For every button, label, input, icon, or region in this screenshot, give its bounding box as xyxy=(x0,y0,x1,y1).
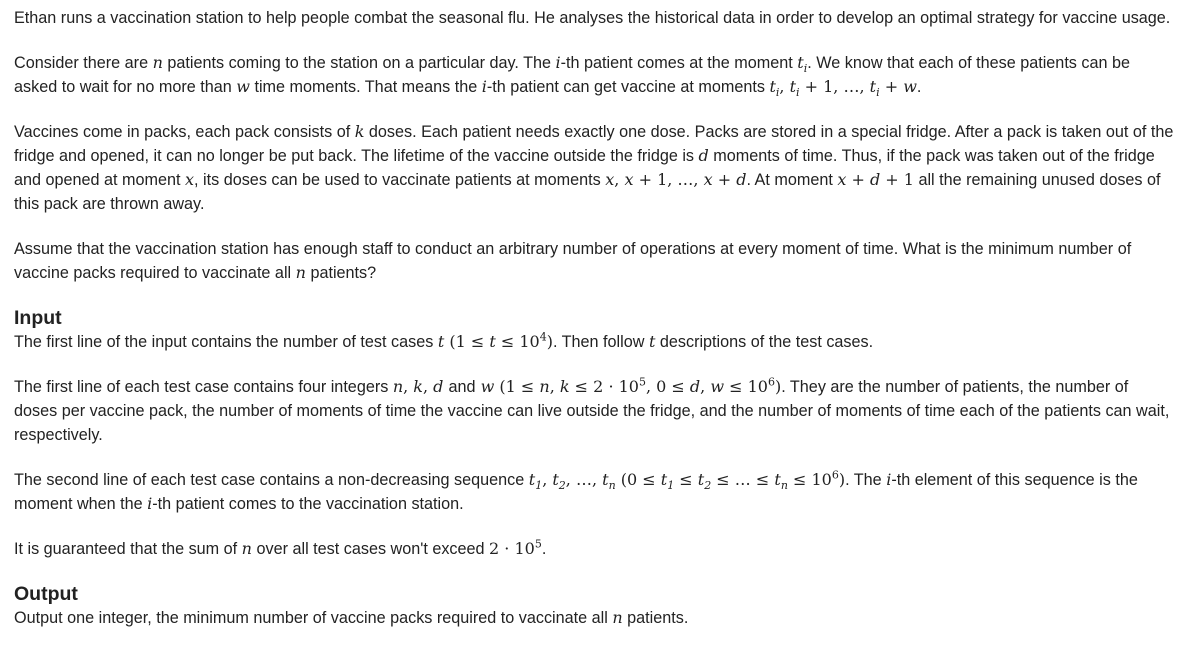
input-paragraph-2: The first line of each test case contains four integers n, k, d and w (1 ≤ n, $k \le 2 \cdot 10^5$, 0 ≤ d, $w \le 10^6$). They are the number of patients, the number of doses per vaccine pack, the number of moments of time the vaccine can live outside the fridge, and the number of moments of time each of the patients can wait, respectively. xyxy=(14,375,1170,444)
input-paragraph-4: It is guaranteed that the sum of n over all test cases won't exceed $2 \cdot 10^5$. xyxy=(14,537,547,558)
math-x-plus-d-plus-1: x + d + 1 xyxy=(837,170,914,189)
math-i: i xyxy=(555,53,561,72)
legend-paragraph-1: Ethan runs a vaccination station to help people combat the seasonal flu. He analyses the historical data in order to develop an optimal strategy for vaccine usage. xyxy=(14,9,1171,27)
math-ti: $t_i$ xyxy=(797,53,808,76)
math-n: n xyxy=(295,263,306,282)
input-heading: Input xyxy=(14,307,62,329)
math-moments-sequence: $t_i$, $t_i + 1$, …, $t_i + w$ xyxy=(769,77,917,100)
math-i: i xyxy=(147,494,153,513)
math-t-sequence: $t_1$, $t_2$, …, $t_n$ ($0 \le t_1 \le t_2$ ≤ … ≤ $t_n \le 10^6$) xyxy=(528,468,846,493)
math-t-constraint: t $(1 \le t \le 10^4)$ xyxy=(437,330,553,351)
math-x: x xyxy=(185,170,195,189)
math-n: n xyxy=(612,608,623,627)
output-paragraph-1: Output one integer, the minimum number of vaccine packs required to vaccinate all n patients. xyxy=(14,608,689,627)
math-nkdw-constraint: n, k, d xyxy=(392,377,444,396)
math-i: i xyxy=(886,470,892,489)
math-d: d xyxy=(698,146,709,165)
input-paragraph-3: The second line of each test case contains a non-decreasing sequence $t_1$, $t_2$, …, $t_n$ ($0 \le t_1 \le t_2$ ≤ … ≤ $t_n \le 10^6$). The i-th element of this sequence is the moment when the i-th patient comes to the vaccination station. xyxy=(14,468,1138,513)
math-n: n xyxy=(152,53,163,72)
math-w: w xyxy=(236,77,250,96)
legend-paragraph-4: Assume that the vaccination station has enough staff to conduct an arbitrary number of operations at every moment of time. What is the minimum number of vaccine packs required to vaccinate all n patients? xyxy=(14,240,1132,282)
output-heading: Output xyxy=(14,583,78,605)
math-n: n xyxy=(241,539,252,558)
math-i: i xyxy=(481,77,487,96)
math-t: t xyxy=(648,332,656,351)
legend-paragraph-3: Vaccines come in packs, each pack consists of k doses. Each patient needs exactly one dose. Packs are stored in a special fridge. After a pack is taken out of the fridge and opened, it can no longer be put back. The lifetime of the vaccine outside the fridge is d moments of time. Thus, if the pack was taken out of the fridge and opened at moment x, its doses can be used to vaccinate patients at moments x, x + 1, …, x + d. At moment x + d + 1 all the remaining unused doses of this pack are thrown away. xyxy=(14,122,1174,213)
legend-paragraph-2: Consider there are n patients coming to the station on a particular day. The i-th patient comes at the moment $t_i$. We know that each of these patients can be asked to wait for no more than w time moments. That means the i-th patient can get vaccine at moments $t_i$, $t_i + 1$, …, $t_i + w$. xyxy=(14,53,1131,100)
math-lifetime-sequence: x, x + 1, …, x + d xyxy=(605,170,747,189)
math-k: k xyxy=(354,122,365,141)
math-2e5: $2 \cdot 10^5$ xyxy=(489,537,542,558)
input-paragraph-1: The first line of the input contains the number of test cases t $(1 \le t \le 10^4)$. Then follow t descriptions of the test cases. xyxy=(14,330,874,351)
